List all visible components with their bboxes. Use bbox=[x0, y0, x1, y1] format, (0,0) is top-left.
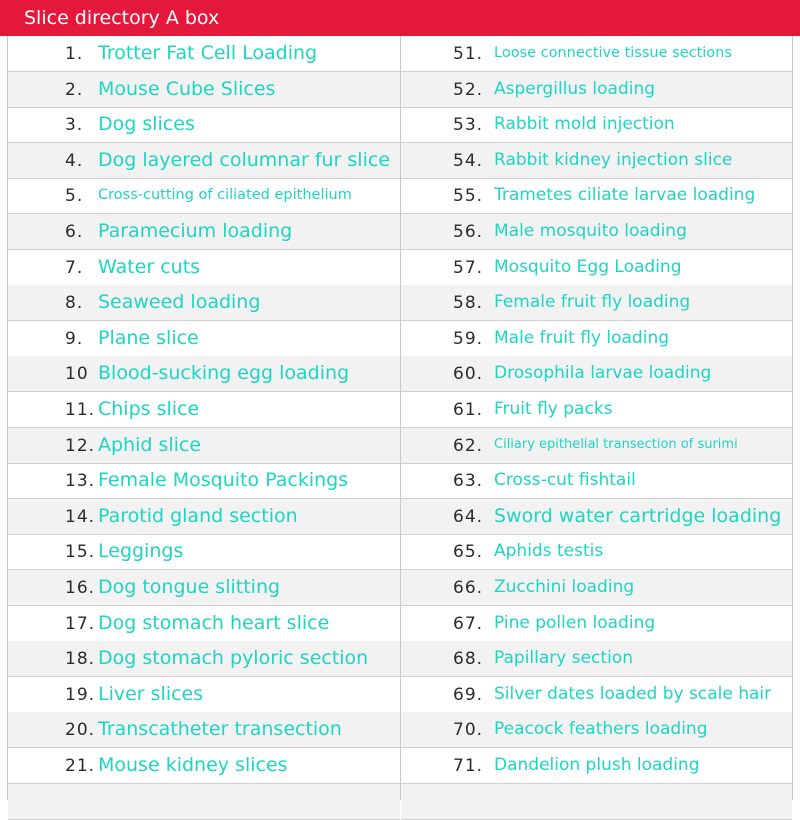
item-label: Trametes ciliate larvae loading bbox=[494, 185, 756, 206]
item-label: Parotid gland section bbox=[98, 504, 298, 527]
item-number: 59. bbox=[453, 328, 484, 349]
item-number: 56. bbox=[453, 222, 484, 242]
item-number: 7. bbox=[65, 257, 84, 278]
item-label: Paramecium loading bbox=[98, 220, 293, 242]
item-label: Leggings bbox=[98, 540, 184, 563]
list-item bbox=[401, 392, 792, 428]
item-label: Mouse Cube Slices bbox=[98, 77, 276, 100]
item-number: 3. bbox=[65, 115, 84, 136]
item-number: 1. bbox=[65, 44, 84, 64]
list-item bbox=[401, 784, 792, 820]
list-item bbox=[8, 321, 400, 357]
directory-table bbox=[7, 36, 793, 800]
item-label: Aphid slice bbox=[98, 433, 202, 456]
item-label: Papillary section bbox=[494, 648, 633, 669]
item-number: 8. bbox=[65, 293, 84, 314]
item-label: Ciliary epithelial transection of surimi bbox=[494, 436, 738, 452]
list-item bbox=[401, 570, 792, 606]
item-label: Female Mosquito Packings bbox=[98, 469, 349, 492]
item-label: Mouse kidney slices bbox=[98, 754, 288, 776]
item-label: Dog slices bbox=[98, 113, 195, 136]
directory-title: Slice directory A box bbox=[24, 7, 220, 29]
list-item bbox=[401, 214, 792, 250]
item-label: Dog layered columnar fur slice bbox=[98, 148, 391, 171]
item-number: 66. bbox=[453, 578, 484, 598]
list-item bbox=[401, 534, 792, 570]
item-label: Aphids testis bbox=[494, 541, 604, 562]
item-number: 71. bbox=[453, 756, 484, 776]
item-number: 19. bbox=[65, 684, 96, 705]
list-item bbox=[401, 107, 792, 143]
list-item bbox=[8, 107, 400, 143]
item-number: 53. bbox=[453, 115, 484, 136]
item-number: 9. bbox=[65, 328, 84, 349]
item-number: 55. bbox=[453, 186, 484, 207]
list-item bbox=[401, 499, 792, 535]
item-label: Cross-cut fishtail bbox=[494, 470, 636, 491]
list-item bbox=[8, 641, 400, 677]
list-item bbox=[401, 250, 792, 286]
list-item bbox=[401, 712, 792, 748]
item-label: Liver slices bbox=[98, 682, 204, 705]
item-label: Mosquito Egg Loading bbox=[494, 256, 682, 277]
list-item bbox=[8, 285, 400, 321]
item-label: Fruit fly packs bbox=[494, 399, 613, 419]
item-number: 16. bbox=[65, 578, 96, 598]
item-number: 18. bbox=[65, 649, 96, 670]
item-number: 14. bbox=[65, 506, 96, 527]
item-label: Rabbit mold injection bbox=[494, 114, 675, 135]
list-item bbox=[401, 72, 792, 108]
item-number: 63. bbox=[453, 471, 484, 492]
list-item bbox=[8, 499, 400, 535]
item-label: Chips slice bbox=[98, 398, 200, 420]
item-label: Sword water cartridge loading bbox=[494, 504, 782, 527]
item-label: Water cuts bbox=[98, 255, 201, 278]
list-item bbox=[401, 356, 792, 392]
item-label: Peacock feathers loading bbox=[494, 719, 708, 740]
list-item bbox=[401, 641, 792, 677]
item-number: 20. bbox=[65, 720, 96, 741]
directory-header bbox=[0, 0, 800, 36]
list-item bbox=[8, 356, 400, 392]
left-column bbox=[8, 36, 401, 800]
item-label: Dog stomach pyloric section bbox=[98, 647, 369, 670]
item-label: Transcatheter transection bbox=[98, 718, 342, 741]
item-number: 13. bbox=[65, 471, 96, 492]
item-number: 62. bbox=[453, 435, 484, 456]
item-number: 10 bbox=[65, 364, 89, 385]
list-item bbox=[8, 784, 400, 820]
item-number: 2. bbox=[65, 79, 84, 100]
item-label: Cross-cutting of ciliated epithelium bbox=[98, 187, 352, 204]
item-number: 52. bbox=[453, 79, 484, 100]
list-item bbox=[401, 748, 792, 784]
list-item bbox=[401, 463, 792, 499]
item-number: 69. bbox=[453, 684, 484, 705]
list-item bbox=[8, 712, 400, 748]
list-item bbox=[8, 250, 400, 286]
list-item bbox=[8, 214, 400, 250]
item-label: Dog tongue slitting bbox=[98, 576, 281, 598]
list-item bbox=[8, 36, 400, 72]
item-label: Male mosquito loading bbox=[494, 221, 687, 241]
item-label: Silver dates loaded by scale hair bbox=[494, 683, 772, 704]
item-label: Drosophila larvae loading bbox=[494, 363, 712, 384]
list-item bbox=[8, 570, 400, 606]
item-number: 21. bbox=[65, 756, 96, 776]
item-label: Loose connective tissue sections bbox=[494, 45, 732, 61]
list-item bbox=[401, 143, 792, 179]
list-item bbox=[401, 321, 792, 357]
list-item bbox=[8, 392, 400, 428]
item-number: 64. bbox=[453, 506, 484, 527]
item-number: 54. bbox=[453, 150, 484, 171]
item-label: Zucchini loading bbox=[494, 577, 635, 597]
item-number: 67. bbox=[453, 613, 484, 634]
list-item bbox=[8, 677, 400, 713]
item-number: 12. bbox=[65, 435, 96, 456]
list-item bbox=[401, 36, 792, 72]
item-number: 17. bbox=[65, 613, 96, 634]
item-label: Trotter Fat Cell Loading bbox=[98, 42, 318, 64]
item-label: Aspergillus loading bbox=[494, 78, 656, 99]
list-item bbox=[8, 606, 400, 642]
item-number: 51. bbox=[453, 44, 484, 64]
item-number: 5. bbox=[65, 186, 84, 207]
item-number: 60. bbox=[453, 364, 484, 385]
list-item bbox=[401, 677, 792, 713]
item-number: 68. bbox=[453, 649, 484, 670]
right-column bbox=[401, 36, 792, 800]
item-label: Blood-sucking egg loading bbox=[98, 362, 350, 385]
item-number: 65. bbox=[453, 542, 484, 563]
list-item bbox=[401, 285, 792, 321]
list-item bbox=[8, 143, 400, 179]
item-number: 15. bbox=[65, 542, 96, 563]
list-item bbox=[401, 178, 792, 214]
item-label: Male fruit fly loading bbox=[494, 327, 670, 348]
list-item bbox=[8, 463, 400, 499]
list-item bbox=[8, 748, 400, 784]
item-number: 11. bbox=[65, 400, 96, 420]
item-number: 6. bbox=[65, 222, 84, 242]
item-label: Rabbit kidney injection slice bbox=[494, 149, 733, 170]
item-number: 58. bbox=[453, 293, 484, 314]
item-label: Seaweed loading bbox=[98, 291, 261, 314]
item-label: Dog stomach heart slice bbox=[98, 611, 330, 634]
item-number: 4. bbox=[65, 150, 84, 171]
item-label: Plane slice bbox=[98, 326, 199, 349]
item-number: 70. bbox=[453, 720, 484, 741]
item-label: Dandelion plush loading bbox=[494, 755, 700, 775]
item-number: 61. bbox=[453, 400, 484, 420]
list-item bbox=[401, 428, 792, 464]
item-label: Pine pollen loading bbox=[494, 612, 656, 633]
list-item bbox=[8, 178, 400, 214]
list-item bbox=[8, 72, 400, 108]
item-label: Female fruit fly loading bbox=[494, 292, 691, 313]
list-item bbox=[8, 534, 400, 570]
item-number: 57. bbox=[453, 257, 484, 278]
list-item bbox=[8, 428, 400, 464]
list-item bbox=[401, 606, 792, 642]
